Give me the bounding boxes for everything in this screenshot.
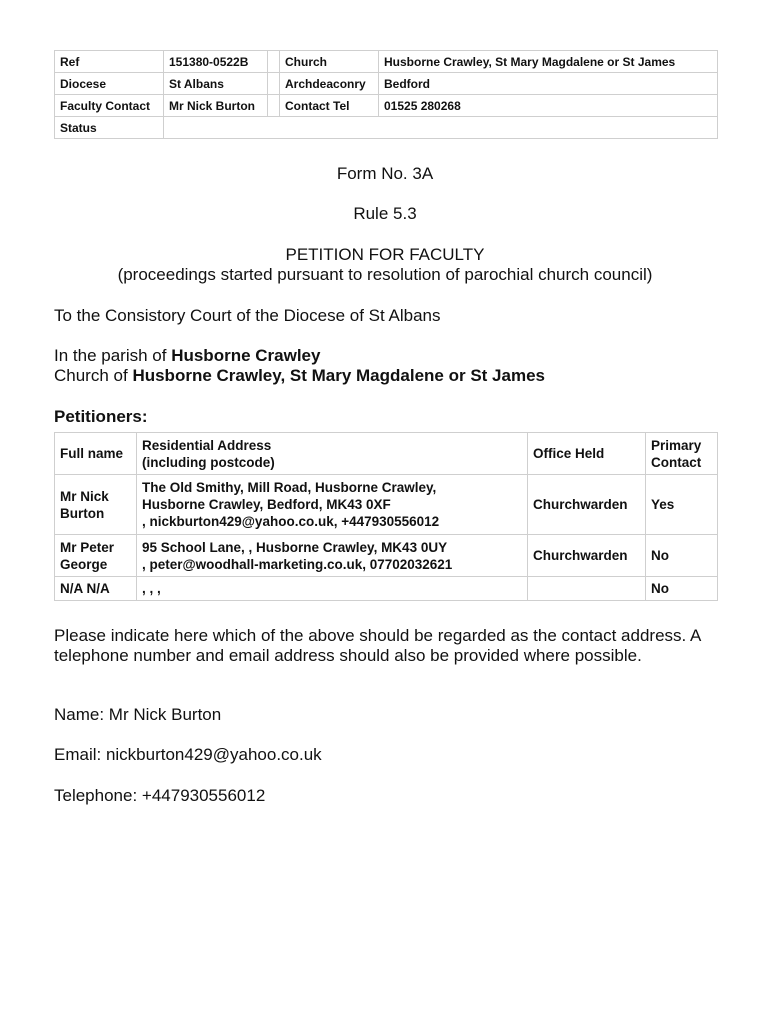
diocese-value: St Albans (164, 73, 268, 95)
header-info-table (54, 50, 718, 139)
church-name: Husborne Crawley, St Mary Magdalene or St James (132, 366, 545, 385)
petitioner-name-line1: Mr Peter (60, 539, 115, 555)
petition-title: PETITION FOR FACULTY (285, 245, 485, 264)
petitioner-address (137, 535, 528, 577)
petitioner-name (55, 475, 137, 535)
ref-value: 151380-0522B (164, 51, 268, 73)
header-primary (646, 433, 718, 475)
church-line (54, 366, 724, 386)
petitioner-address-line2: , peter@woodhall-marketing.co.uk, 07702032621 (142, 556, 453, 572)
info-row-status (55, 117, 718, 139)
petitioner-name (55, 535, 137, 577)
info-row-ref (55, 51, 718, 73)
diocese-label: Diocese (55, 73, 164, 95)
header-primary-line1: Primary (651, 437, 702, 453)
petitioner-primary: No (646, 535, 718, 577)
petitioner-name-line2: Burton (60, 505, 105, 521)
table-row (55, 475, 718, 535)
status-value (164, 117, 718, 139)
parish-name: Husborne Crawley (171, 346, 321, 365)
spacer-cell (268, 51, 280, 73)
church-prefix: Church of (54, 366, 133, 385)
form-number: Form No. 3A (336, 164, 434, 183)
spacer-cell (268, 95, 280, 117)
petitioner-address (137, 475, 528, 535)
parish-line (54, 346, 724, 366)
spacer-cell (268, 73, 280, 95)
contact-telephone: Telephone: +447930556012 (54, 786, 266, 805)
rule-number: Rule 5.3 (353, 204, 417, 223)
petitioner-primary: Yes (646, 475, 718, 535)
petitioners-table (54, 432, 718, 601)
petitioner-address-line1: The Old Smithy, Mill Road, Husborne Crawley, (142, 480, 437, 495)
table-row (55, 535, 718, 577)
petitioner-primary: No (646, 577, 718, 601)
ref-label: Ref (55, 51, 164, 73)
header-office: Office Held (528, 433, 646, 475)
header-full-name: Full name (55, 433, 137, 475)
petitioner-name: N/A N/A (55, 577, 137, 601)
church-label: Church (280, 51, 379, 73)
archdeaconry-label: Archdeaconry (280, 73, 379, 95)
header-primary-line2: Contact (651, 454, 702, 470)
contact-instructions: Please indicate here which of the above should be regarded as the contact address. A telephone number and email address should also be provided where possible. (54, 626, 701, 665)
petitioner-address-line3: , nickburton429@yahoo.co.uk, +447930556012 (142, 514, 440, 529)
petitioner-office: Churchwarden (528, 535, 646, 577)
petition-subtitle: (proceedings started pursuant to resolution of parochial church council) (117, 265, 653, 284)
contact-tel-value: 01525 280268 (379, 95, 718, 117)
faculty-contact-value: Mr Nick Burton (164, 95, 268, 117)
petitioners-heading: Petitioners: (54, 407, 148, 426)
faculty-contact-label: Faculty Contact (55, 95, 164, 117)
contact-name: Name: Mr Nick Burton (54, 705, 222, 724)
contact-tel-label: Contact Tel (280, 95, 379, 117)
petitioner-office (528, 577, 646, 601)
petitioner-address-line2: Husborne Crawley, Bedford, MK43 0XF (142, 497, 391, 512)
court-address-line: To the Consistory Court of the Diocese of St Albans (54, 306, 441, 325)
info-row-diocese (55, 73, 718, 95)
info-row-contact (55, 95, 718, 117)
petitioners-header-row (55, 433, 718, 475)
petitioner-address: , , , (137, 577, 528, 601)
church-value: Husborne Crawley, St Mary Magdalene or St James (379, 51, 718, 73)
header-address (137, 433, 528, 475)
header-address-line1: Residential Address (142, 437, 272, 453)
archdeaconry-value: Bedford (379, 73, 718, 95)
petitioner-name-line1: Mr Nick (60, 488, 109, 504)
parish-prefix: In the parish of (54, 346, 172, 365)
contact-email: Email: nickburton429@yahoo.co.uk (54, 745, 322, 764)
petitioner-address-line1: 95 School Lane, , Husborne Crawley, MK43 0UY (142, 539, 448, 555)
petitioner-name-line2: George (60, 556, 108, 572)
table-row (55, 577, 718, 601)
header-address-line2: (including postcode) (142, 454, 275, 470)
status-label: Status (55, 117, 164, 139)
petitioner-office: Churchwarden (528, 475, 646, 535)
